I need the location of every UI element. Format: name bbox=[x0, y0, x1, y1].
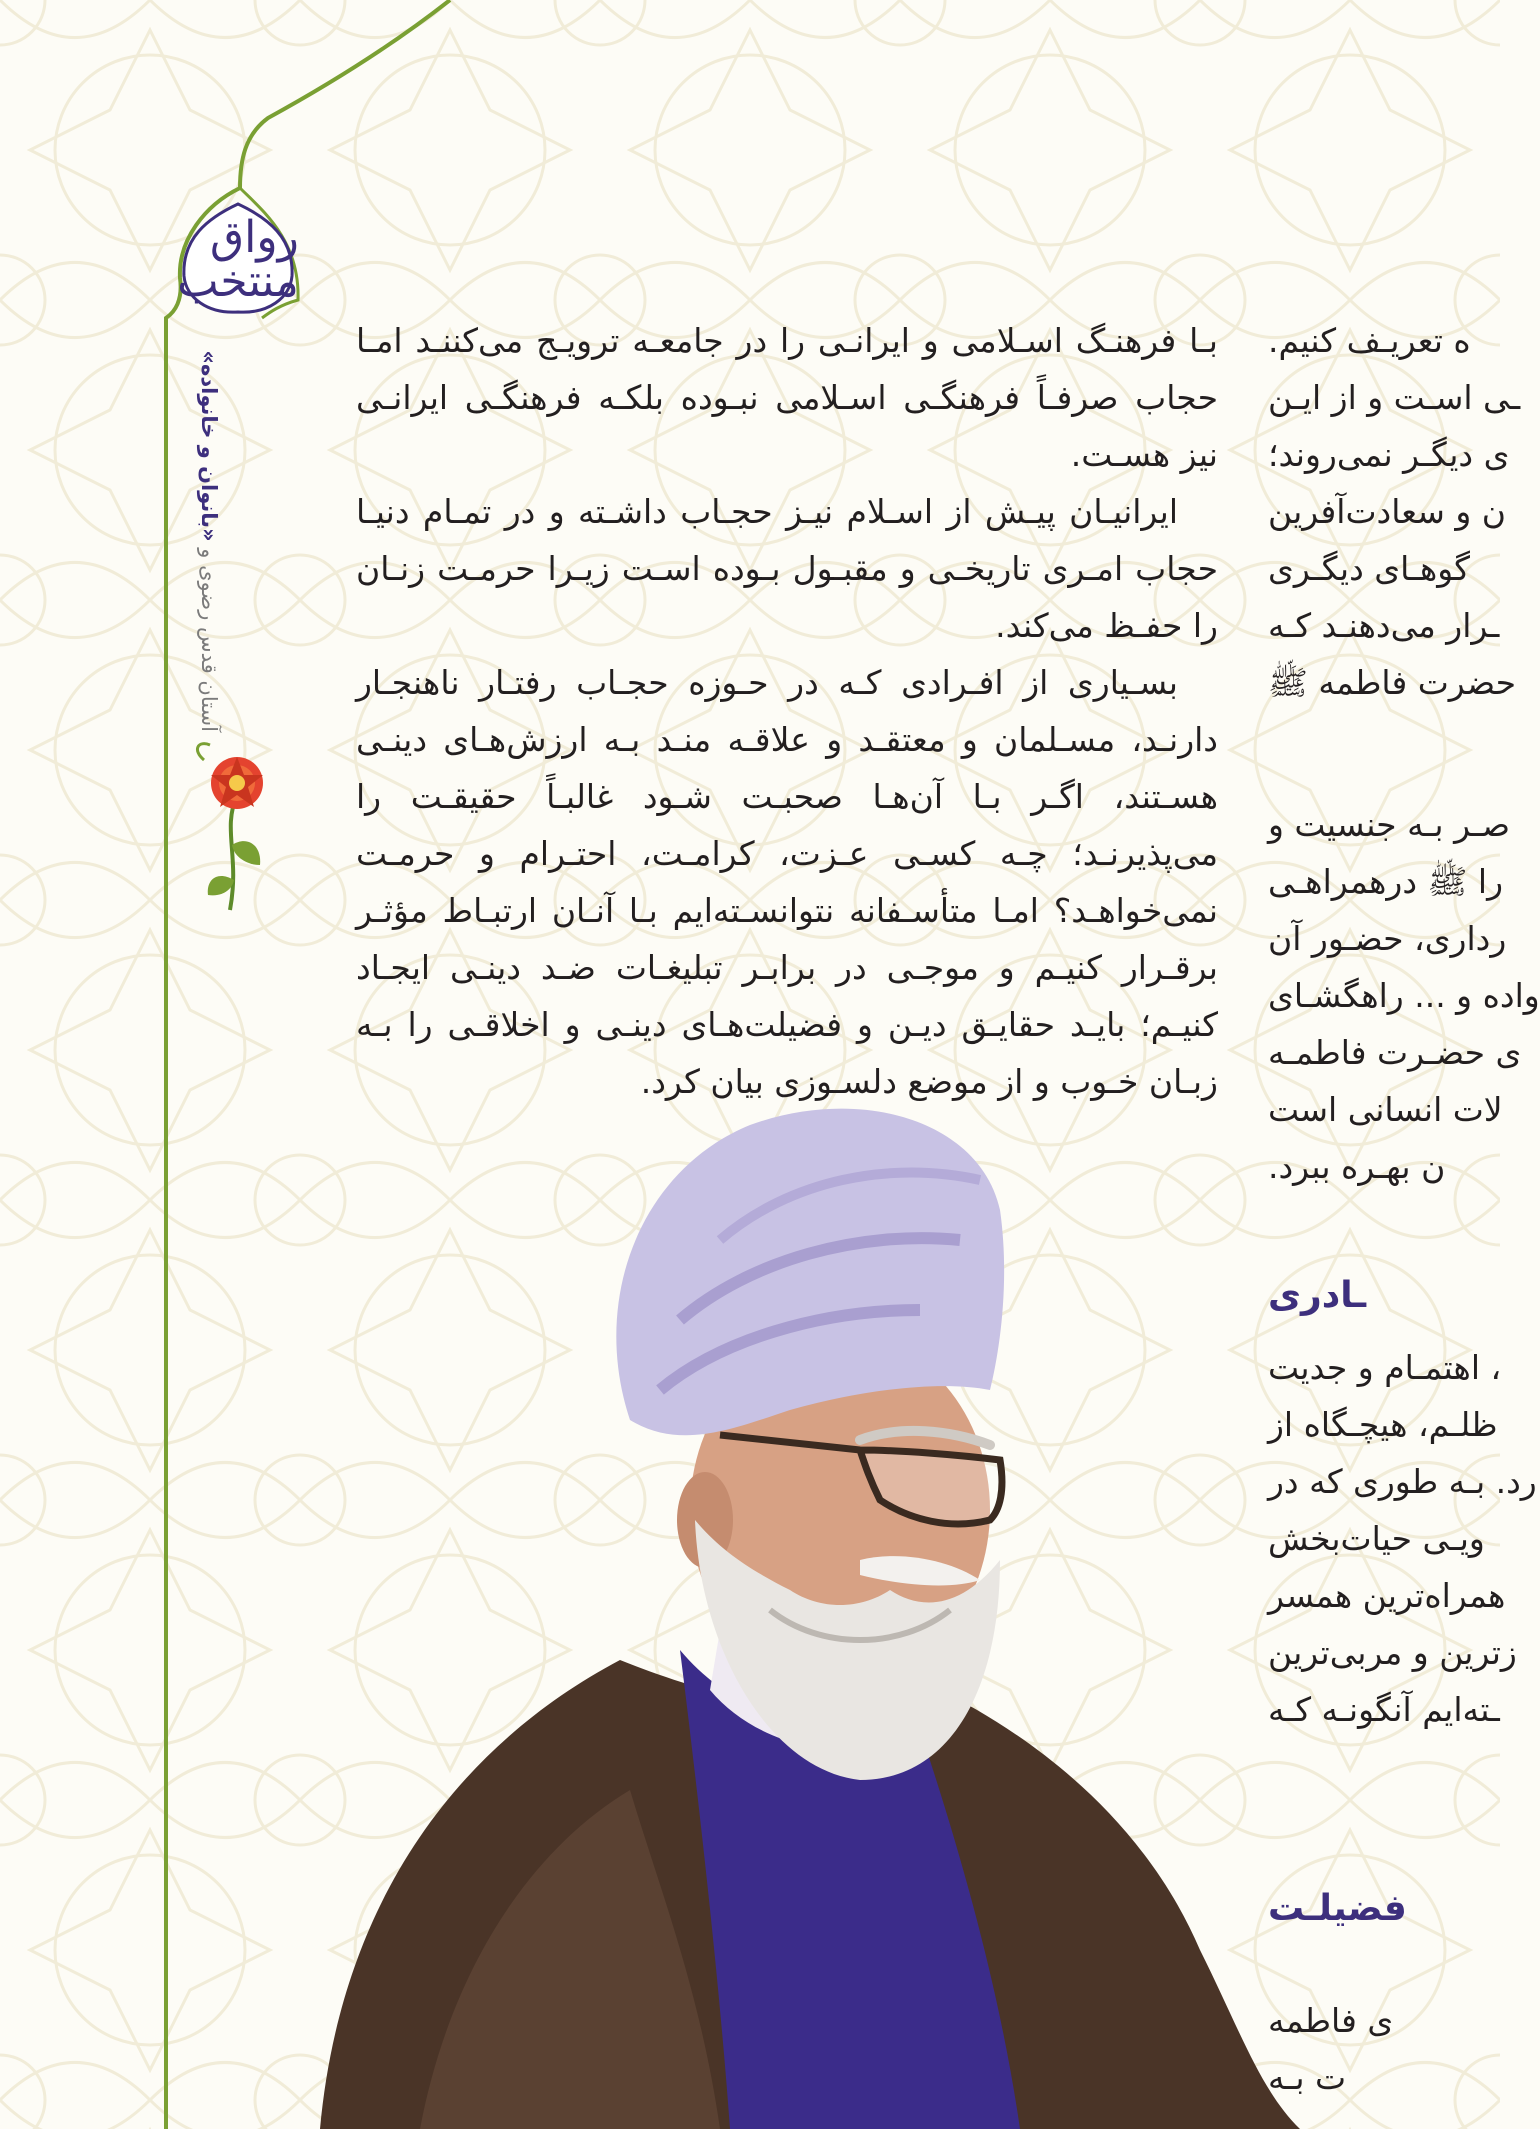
right-line: ن و سعادت‌آفرین bbox=[1268, 492, 1506, 531]
right-line: ی فاطمه bbox=[1268, 2001, 1394, 2040]
right-line: ، اهتمـام و جدیت bbox=[1268, 1348, 1502, 1387]
right-line: زترین و مربی‌ترین bbox=[1268, 1633, 1517, 1672]
right-line: ه تعریـف کنیم. bbox=[1268, 321, 1471, 360]
right-line: ظلـم، هیچـگاه از bbox=[1268, 1405, 1498, 1444]
right-line: واده و ... راهگشـای bbox=[1268, 976, 1540, 1015]
right-line: ت بـه bbox=[1268, 2058, 1347, 2097]
right-line: گوهـای دیگـری bbox=[1268, 549, 1471, 588]
right-line: ی دیگـر نمی‌روند؛ bbox=[1268, 435, 1510, 474]
main-text-column bbox=[356, 312, 1218, 1110]
right-line: صـر بـه جنسیت و bbox=[1268, 805, 1511, 844]
paragraph-2: ایرانیـان پیـش از اسـلام نیـز حجـاب داشـته و در تمـام دنیـا حجاب امـری تاریخـی و مقبـول بـوده اسـت زیـرا حرمـت زنـان را حفـظ می‌کند. bbox=[356, 492, 1218, 645]
right-line: ن بهـره ببرد. bbox=[1268, 1147, 1446, 1186]
paragraph-1: بـا فرهنـگ اسـلامی و ایرانـی را در جامعـه ترویـج می‌کننـد امـا حجاب صرفـاً فرهنگـی اسـلامی نبـوده بلکـه فرهنگـی ایرانـی نیز هسـت. bbox=[356, 321, 1218, 474]
sidebar-caption-prefix: آستان قدس رضوی و bbox=[197, 548, 221, 732]
section-heading-2: فضیلـت bbox=[1268, 1888, 1407, 1929]
section-heading-1: ـادری bbox=[1268, 1275, 1367, 1316]
right-line: لات انسانی است bbox=[1268, 1090, 1503, 1129]
right-line: حضرت فاطمه ﷺ bbox=[1268, 663, 1516, 702]
right-line: ـرار می‌دهنـد کـه bbox=[1268, 606, 1500, 645]
right-line: همراه‌ترین همسر bbox=[1268, 1576, 1506, 1615]
right-line: ـی اسـت و از ایـن bbox=[1268, 378, 1521, 417]
right-line: رد. بـه طوری که در bbox=[1268, 1462, 1537, 1501]
right-line: ی حضـرت فاطمـه bbox=[1268, 1033, 1522, 1072]
flower-ornament bbox=[192, 735, 282, 915]
sidebar-caption-highlight: «بانوان و خانواده» bbox=[197, 350, 221, 542]
right-line: ـته‌ایم آنگونـه کـه bbox=[1268, 1690, 1500, 1729]
right-line: رداری، حضـور آن bbox=[1268, 919, 1507, 958]
cleric-portrait bbox=[300, 1090, 1340, 2129]
paragraph-3: بسـیاری از افـرادی کـه در حـوزه حجـاب رفتـار ناهنجـار دارنـد، مسـلمان و معتقـد و علاقـه منـد بـه ارزش‌هـای دینـی هسـتند، اگـر بـا آن‌هـا صحبـت شـود غالبـاً حقیقـت را می‌پذیرنـد؛ چـه کسـی عـزت، کرامـت، احتـرام و حرمـت نمی‌خواهـد؟ امـا متأسـفانه نتوانسـته‌ایم بـا آنـان ارتبـاط مؤثـر برقـرار کنیـم و موجـی در برابـر تبلیغـات ضـد دینـی ایجـاد کنیـم؛ بایـد حقایـق دیـن و فضیلت‌هـای دینـی و اخلاقـی را بـه زبـان خـوب و از موضع دلسـوزی بیان کرد. bbox=[356, 663, 1218, 1101]
right-line: را ﷺ درهمراهـی bbox=[1268, 862, 1504, 901]
logo-text: رواق منتخب bbox=[177, 212, 299, 307]
right-line: ویـی حیات‌بخش bbox=[1268, 1519, 1485, 1558]
